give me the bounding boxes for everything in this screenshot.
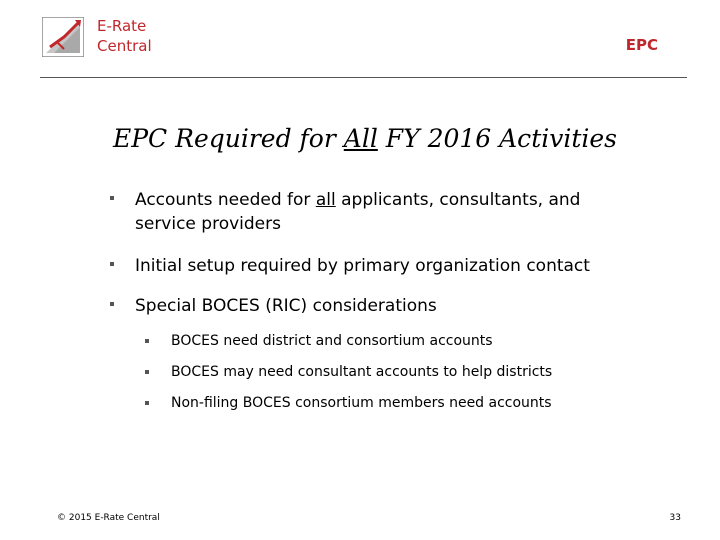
bullet-marker [110,262,114,266]
bullet-2-text: Initial setup required by primary organization contact [135,256,590,276]
sub-bullet-marker [145,401,149,405]
sub-bullet-3-text: Non-filing BOCES consortium members need accounts [171,395,552,411]
header-divider [40,77,687,78]
title-suffix: FY 2016 Activities [385,124,618,153]
bullet-3-text: Special BOCES (RIC) considerations [135,296,437,316]
sub-bullet-district-accounts [171,331,493,351]
sub-bullet-marker [145,339,149,343]
page-number: 33 [669,513,681,523]
bullet-accounts-needed [135,188,580,236]
sub-bullet-1-text: BOCES need district and consortium accounts [171,333,493,349]
sub-bullet-non-filing-members [171,393,552,413]
slide-title [0,124,720,153]
sub-bullet-consultant-accounts [171,362,552,382]
bullet-1-line2: service providers [135,214,281,234]
bullet-1-pre: Accounts needed for [135,190,316,210]
title-emphasis: All [343,124,378,153]
bullet-marker [110,302,114,306]
sub-bullet-2-text: BOCES may need consultant accounts to help districts [171,364,553,380]
brand-line-1: E-Rate [97,17,147,35]
erate-central-logo [42,17,84,57]
brand-line-2: Central [97,37,152,55]
brand-name [97,16,152,56]
sub-bullet-marker [145,370,149,374]
title-prefix: EPC Required for [112,124,336,153]
epc-tag: EPC [625,36,658,54]
bullet-1-emph: all [315,190,336,210]
copyright-notice: © 2015 E-Rate Central [57,513,160,523]
bullet-special-boces [135,294,437,318]
bullet-initial-setup [135,254,590,278]
bullet-marker [110,196,114,200]
bullet-1-post: applicants, consultants, and [335,190,581,210]
